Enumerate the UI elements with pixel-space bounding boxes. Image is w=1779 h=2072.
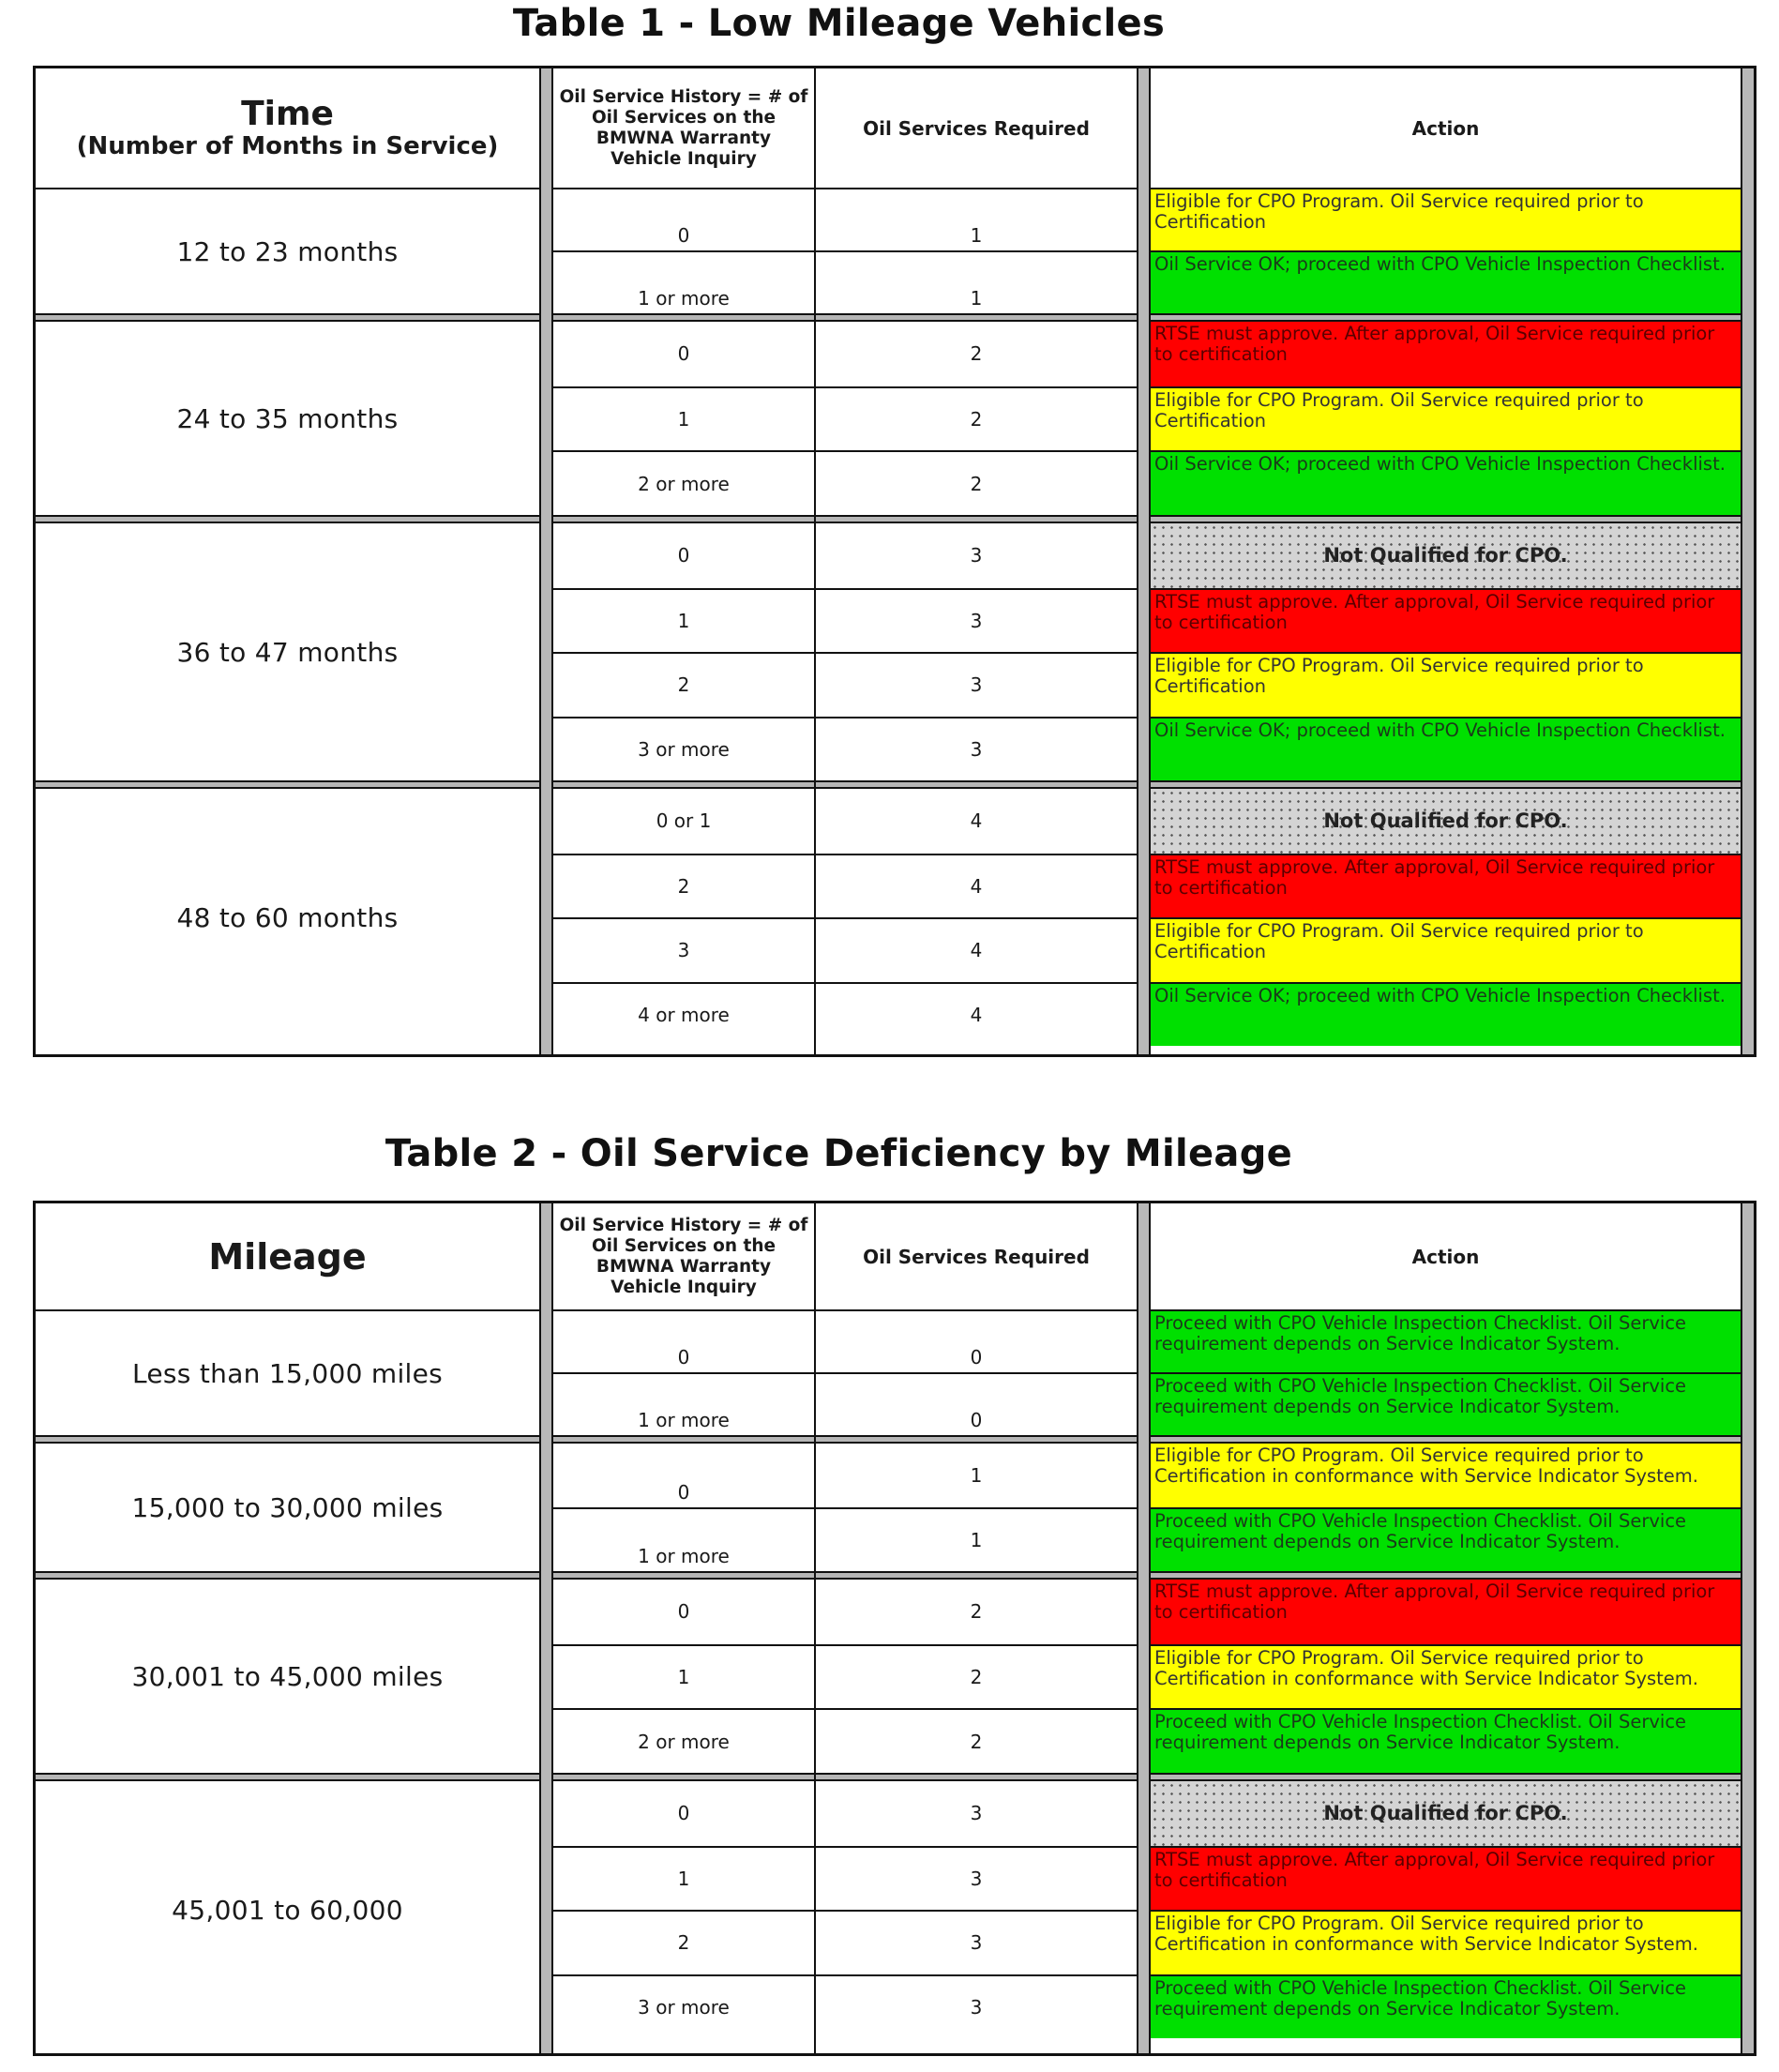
history-cell: 0 — [677, 1481, 690, 1504]
action-cell-nq: Not Qualified for CPO. — [1151, 1781, 1741, 1846]
history-cell: 2 or more — [638, 1730, 730, 1753]
action-cell-yellow: Eligible for CPO Program. Oil Service required prior to Certification — [1151, 919, 1741, 982]
history-cell: 0 — [677, 342, 690, 366]
group-separator — [36, 1571, 1754, 1580]
group-separator — [36, 780, 1754, 789]
row-group — [36, 1580, 1754, 1773]
group-label: 15,000 to 30,000 miles — [131, 1491, 444, 1523]
header-mileage: Mileage — [208, 1235, 367, 1278]
row-group — [36, 1781, 1754, 2038]
action-cell-yellow: Eligible for CPO Program. Oil Service required prior to Certification in conformance with Service Indicator System. — [1151, 1912, 1741, 1974]
row-group — [36, 789, 1754, 1046]
action-cell-red: RTSE must approve. After approval, Oil Service required prior to certification — [1151, 322, 1741, 386]
required-cell: 1 — [970, 1529, 983, 1551]
history-cell: 1 or more — [638, 1545, 730, 1567]
header-required: Oil Services Required — [863, 116, 1090, 140]
group-label: 12 to 23 months — [36, 188, 539, 313]
history-cell: 0 or 1 — [656, 809, 712, 833]
required-cell: 4 — [970, 1003, 983, 1026]
history-cell: 0 — [677, 544, 690, 567]
history-cell: 1 — [677, 407, 690, 431]
action-cell-green: Oil Service OK; proceed with CPO Vehicle Inspection Checklist. — [1151, 252, 1741, 313]
required-cell: 3 — [970, 1867, 983, 1890]
table1-title: Table 1 - Low Mileage Vehicles — [512, 2, 1166, 45]
column-divider — [539, 68, 553, 1054]
column-divider — [1741, 68, 1754, 1054]
row-group — [36, 1444, 1754, 1571]
required-cell: 3 — [970, 1802, 983, 1825]
required-cell: 4 — [970, 939, 983, 962]
history-cell: 3 or more — [638, 1995, 730, 2019]
required-cell: 3 — [970, 1931, 983, 1955]
action-cell-green: Proceed with CPO Vehicle Inspection Checklist. Oil Service requirement depends on Service Indicator System. — [1151, 1710, 1741, 1773]
group-label: 30,001 to 45,000 miles — [131, 1660, 444, 1692]
header-required: Oil Services Required — [863, 1245, 1090, 1268]
action-cell-red: RTSE must approve. After approval, Oil Service required prior to certification — [1151, 1580, 1741, 1644]
history-cell: 3 — [677, 939, 690, 962]
required-cell: 3 — [970, 544, 983, 567]
action-cell-nq: Not Qualified for CPO. — [1151, 789, 1741, 854]
history-cell: 0 — [677, 224, 690, 247]
row-group — [36, 1309, 1754, 1435]
group-label: 48 to 60 months — [176, 901, 399, 933]
table1-header — [36, 68, 1754, 188]
required-cell: 2 — [970, 1600, 983, 1624]
required-cell: 4 — [970, 874, 983, 898]
group-separator — [36, 515, 1754, 523]
required-cell: 0 — [970, 1346, 983, 1369]
column-divider — [539, 1203, 553, 2053]
group-label: 45,001 to 60,000 — [172, 1894, 403, 1926]
row-group — [36, 188, 1754, 313]
action-cell-green: Proceed with CPO Vehicle Inspection Checklist. Oil Service requirement depends on Service Indicator System. — [1151, 1374, 1741, 1435]
history-cell: 2 — [677, 874, 690, 898]
action-cell-green: Oil Service OK; proceed with CPO Vehicle Inspection Checklist. — [1151, 718, 1741, 781]
table1 — [33, 66, 1756, 1057]
history-cell: 3 or more — [638, 737, 730, 761]
column-divider — [1137, 68, 1151, 1054]
header-action: Action — [1411, 1245, 1480, 1268]
row-group — [36, 322, 1754, 515]
group-label: 36 to 47 months — [176, 636, 399, 668]
required-cell: 3 — [970, 609, 983, 632]
history-cell: 0 — [677, 1802, 690, 1825]
action-cell-red: RTSE must approve. After approval, Oil Service required prior to certification — [1151, 1848, 1741, 1911]
group-separator — [36, 1435, 1754, 1444]
required-cell: 2 — [970, 342, 983, 366]
required-cell: 2 — [970, 407, 983, 431]
history-cell: 1 — [677, 609, 690, 632]
column-divider — [1741, 1203, 1754, 2053]
header-history: Oil Service History = # of Oil Services on the BMWNA Warranty Vehicle Inquiry — [559, 86, 808, 169]
action-cell-red: RTSE must approve. After approval, Oil Service required prior to certification — [1151, 855, 1741, 918]
action-cell-yellow: Eligible for CPO Program. Oil Service required prior to Certification — [1151, 654, 1741, 717]
row-group — [36, 523, 1754, 780]
history-cell: 1 or more — [638, 287, 730, 310]
history-cell: 1 or more — [638, 1409, 730, 1431]
header-time — [36, 68, 539, 188]
history-cell: 0 — [677, 1600, 690, 1624]
history-cell: 2 — [677, 1931, 690, 1955]
action-cell-green: Oil Service OK; proceed with CPO Vehicle Inspection Checklist. — [1151, 452, 1741, 515]
header-action: Action — [1411, 116, 1480, 140]
action-cell-green: Oil Service OK; proceed with CPO Vehicle Inspection Checklist. — [1151, 984, 1741, 1047]
action-cell-green: Proceed with CPO Vehicle Inspection Checklist. Oil Service requirement depends on Service Indicator System. — [1151, 1976, 1741, 2039]
table2-body — [36, 1309, 1754, 2038]
header-history: Oil Service History = # of Oil Services on the BMWNA Warranty Vehicle Inquiry — [559, 1215, 808, 1297]
required-cell: 3 — [970, 737, 983, 761]
header-time-title: Time — [241, 94, 334, 133]
column-divider — [1137, 1203, 1151, 2053]
header-time-subtitle: (Number of Months in Service) — [76, 131, 499, 160]
required-cell: 1 — [970, 287, 983, 310]
action-cell-yellow: Eligible for CPO Program. Oil Service required prior to Certification in conformance with Service Indicator System. — [1151, 1444, 1741, 1507]
table2-title: Table 2 - Oil Service Deficiency by Mileage — [384, 1132, 1293, 1175]
required-cell: 2 — [970, 472, 983, 495]
required-cell: 2 — [970, 1730, 983, 1753]
group-label: 24 to 35 months — [176, 402, 399, 434]
required-cell: 4 — [970, 809, 983, 833]
action-cell-yellow: Eligible for CPO Program. Oil Service required prior to Certification — [1151, 189, 1741, 250]
required-cell: 1 — [970, 1464, 983, 1487]
required-cell: 3 — [970, 1995, 983, 2019]
column-divider — [814, 1203, 816, 2053]
required-cell: 2 — [970, 1665, 983, 1688]
required-cell: 1 — [970, 224, 983, 247]
action-cell-green: Proceed with CPO Vehicle Inspection Checklist. Oil Service requirement depends on Service Indicator System. — [1151, 1311, 1741, 1372]
group-separator — [36, 1773, 1754, 1781]
action-cell-yellow: Eligible for CPO Program. Oil Service required prior to Certification — [1151, 388, 1741, 451]
required-cell: 3 — [970, 673, 983, 697]
history-cell: 4 or more — [638, 1003, 730, 1026]
required-cell: 0 — [970, 1409, 983, 1431]
table2-header — [36, 1203, 1754, 1309]
history-cell: 2 — [677, 673, 690, 697]
action-cell-nq: Not Qualified for CPO. — [1151, 523, 1741, 588]
history-cell: 2 or more — [638, 472, 730, 495]
table2 — [33, 1201, 1756, 2056]
action-cell-yellow: Eligible for CPO Program. Oil Service required prior to Certification in conformance with Service Indicator System. — [1151, 1646, 1741, 1709]
action-cell-green: Proceed with CPO Vehicle Inspection Checklist. Oil Service requirement depends on Service Indicator System. — [1151, 1509, 1741, 1571]
column-divider — [814, 68, 816, 1054]
table1-body — [36, 188, 1754, 1046]
group-separator — [36, 313, 1754, 322]
group-label: Less than 15,000 miles — [36, 1309, 539, 1435]
history-cell: 1 — [677, 1867, 690, 1890]
action-cell-red: RTSE must approve. After approval, Oil Service required prior to certification — [1151, 590, 1741, 653]
history-cell: 0 — [677, 1346, 690, 1369]
history-cell: 1 — [677, 1665, 690, 1688]
